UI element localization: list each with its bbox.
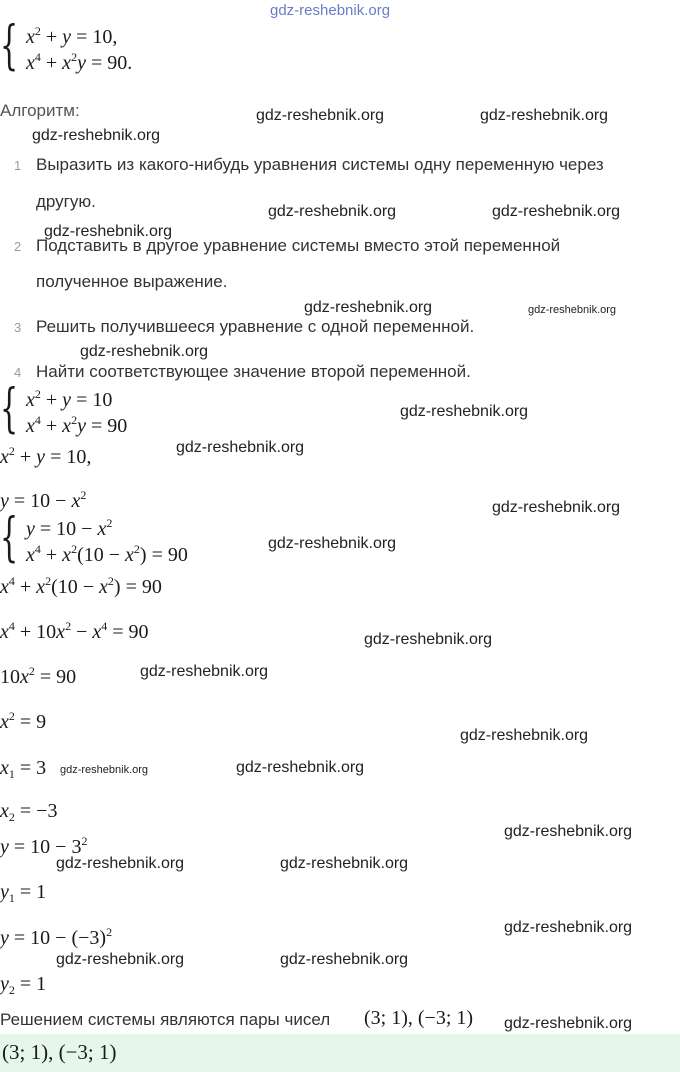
conclusion-text: Решением системы являются пары чисел	[0, 1010, 331, 1029]
answer-value: (3; 1), (−3; 1)	[2, 1040, 117, 1064]
step-equation: $x^2 = 9$	[0, 709, 47, 733]
step-text: полученное выражение.	[36, 272, 228, 291]
watermark: gdz-reshebnik.org	[280, 951, 409, 968]
watermark: gdz-reshebnik.org	[176, 439, 305, 456]
step-number: 1	[14, 158, 22, 173]
watermark: gdz-reshebnik.org	[80, 343, 209, 360]
watermark: gdz-reshebnik.org	[528, 304, 617, 316]
watermark: gdz-reshebnik.org	[236, 759, 365, 776]
step-equation: $x_2 = -3$	[0, 800, 58, 824]
step-equation: $x^4 + 10x^2 - x^4 = 90$	[0, 619, 149, 643]
watermark: gdz-reshebnik.org	[480, 107, 609, 124]
watermark: gdz-reshebnik.org	[270, 2, 391, 19]
step-equation: $y = 10 - 3^2$	[0, 834, 88, 858]
answer-box	[0, 1034, 680, 1072]
watermark: gdz-reshebnik.org	[256, 107, 385, 124]
step-number: 4	[14, 365, 22, 380]
watermark: gdz-reshebnik.org	[44, 223, 173, 240]
watermark: gdz-reshebnik.org	[304, 299, 433, 316]
step-number: 2	[14, 239, 22, 254]
step-text: Решить получившееся уравнение с одной переменной.	[36, 317, 475, 336]
step-text: Найти соответствующее значение второй переменной.	[36, 362, 471, 381]
watermark: gdz-reshebnik.org	[400, 403, 529, 420]
brace-icon: {	[0, 379, 19, 439]
watermark: gdz-reshebnik.org	[492, 499, 621, 516]
watermark: gdz-reshebnik.org	[504, 919, 633, 936]
step-text: Выразить из какого-нибудь уравнения системы одну переменную через	[36, 155, 604, 174]
step-equation: $x_1 = 3$	[0, 757, 47, 781]
watermark: gdz-reshebnik.org	[56, 951, 185, 968]
brace-icon: {	[0, 16, 19, 76]
step-text: другую.	[36, 192, 96, 211]
watermark: gdz-reshebnik.org	[364, 631, 493, 648]
step-equation: $x^2 + y = 10$,	[0, 444, 92, 468]
watermark: gdz-reshebnik.org	[504, 1015, 633, 1032]
watermark: gdz-reshebnik.org	[268, 535, 397, 552]
step-equation: $y_1 = 1$	[0, 881, 47, 905]
step-equation: $y_2 = 1$	[0, 973, 47, 997]
watermark: gdz-reshebnik.org	[140, 663, 269, 680]
watermark: gdz-reshebnik.org	[60, 764, 149, 776]
algorithm-title: Алгоритм:	[0, 101, 80, 120]
watermark: gdz-reshebnik.org	[280, 855, 409, 872]
watermark: gdz-reshebnik.org	[504, 823, 633, 840]
step-equation: $y = 10 - (-3)^2$	[0, 925, 113, 949]
watermark: gdz-reshebnik.org	[492, 203, 621, 220]
step-equation: $10x^2 = 90$	[0, 664, 77, 688]
conclusion-pairs: (3; 1), (−3; 1)	[364, 1007, 474, 1029]
watermark: gdz-reshebnik.org	[56, 855, 185, 872]
watermark: gdz-reshebnik.org	[32, 127, 161, 144]
brace-icon: {	[0, 508, 19, 568]
step-equation: $y = 10 - x^2$	[0, 488, 87, 512]
step-equation: $x^4 + x^2(10 - x^2) = 90$	[0, 574, 162, 598]
step-text: Подставить в другое уравнение системы вместо этой переменной	[36, 236, 561, 255]
step-number: 3	[14, 320, 22, 335]
watermark: gdz-reshebnik.org	[460, 727, 589, 744]
watermark: gdz-reshebnik.org	[268, 203, 397, 220]
